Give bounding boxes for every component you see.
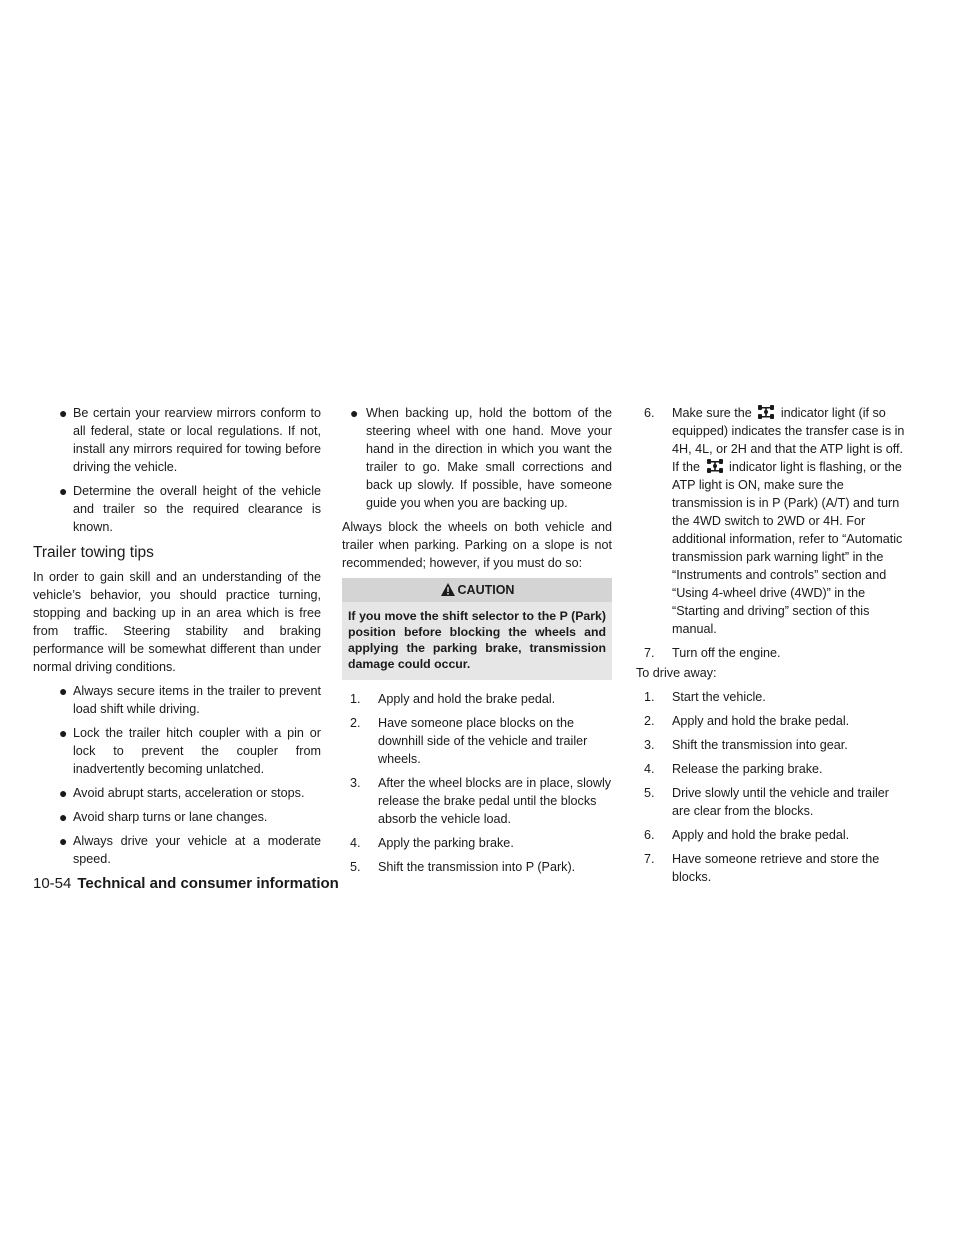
bullet-dot-icon: ●: [59, 483, 68, 499]
page-number: 10-54: [33, 875, 72, 892]
4wd-indicator-icon: [756, 404, 776, 420]
bullet-item: ● Be certain your rearview mirrors conform to all federal, state or local regulations. If not, install any mirrors required for towing before driving the vehicle.: [59, 405, 321, 474]
4wd-indicator-icon: [705, 458, 725, 474]
bullet-item: ● Always secure items in the trailer to prevent load shift while driving.: [59, 683, 321, 716]
section-title: Technical and consumer information: [77, 875, 339, 892]
list-item: 7. Have someone retrieve and store the blocks.: [644, 852, 880, 884]
list-item: 3. Shift the transmission into gear.: [644, 738, 848, 752]
block-wheels-paragraph: Always block the wheels on both vehicle and trailer when parking. Parking on a slope is not recommended; however, if you must do so:: [342, 520, 612, 570]
list-item: 5. Shift the transmission into P (Park).: [350, 860, 576, 874]
bullet-dot-icon: ●: [350, 405, 359, 421]
bullet-item: ● Determine the overall height of the vehicle and trailer so the required clearance is known.: [59, 483, 321, 534]
list-item: 3. After the wheel blocks are in place, slowly release the brake pedal until the blocks absorb the vehicle load.: [350, 776, 612, 826]
bullet-dot-icon: ●: [59, 683, 68, 699]
section-heading: Trailer towing tips: [33, 544, 154, 561]
list-item: 7. Turn off the engine.: [644, 646, 781, 660]
list-item: 6. Apply and hold the brake pedal.: [644, 828, 850, 842]
warning-triangle-icon: [440, 582, 456, 597]
intro-paragraph: In order to gain skill and an understanding of the vehicle’s behavior, you should practice turning, stopping and backing up in an area which is free from traffic. Steering stability and braking performance will be somewhat different than under normal driving conditions.: [33, 570, 321, 674]
page-footer: [33, 875, 339, 892]
column-1: [33, 404, 321, 874]
list-item: 2. Have someone place blocks on the downhill side of the vehicle and trailer wheels.: [350, 716, 588, 766]
list-item: 1. Apply and hold the brake pedal.: [350, 692, 556, 706]
bullet-dot-icon: ●: [59, 725, 68, 741]
bullet-item: ● Always drive your vehicle at a moderate speed.: [59, 833, 321, 866]
bullet-item: ● When backing up, hold the bottom of the steering wheel with one hand. Move your hand in the direction in which you want the trailer to go. Make small corrections and back up slowly. If possible, have someone guide you when you are backing up.: [350, 405, 612, 510]
bullet-item: ● Lock the trailer hitch coupler with a pin or lock to prevent the coupler from inadvertently becoming unlatched.: [59, 725, 321, 776]
drive-away-label: To drive away:: [636, 666, 717, 680]
column-3: [636, 404, 907, 892]
list-item: 4. Apply the parking brake.: [350, 836, 514, 850]
caution-header: CAUTION: [342, 578, 612, 602]
caution-box: [342, 578, 612, 680]
list-item: 5. Drive slowly until the vehicle and trailer are clear from the blocks.: [644, 786, 889, 818]
list-item: 1. Start the vehicle.: [644, 690, 766, 704]
bullet-dot-icon: ●: [59, 785, 68, 801]
list-item: 6. Make sure the indicator light (if so equipped) indicates the transfer case is in 4H, 4L, or 2H and that the ATP light is off. If the indicator light is flashing, or the ATP light is ON, make sure the transmission is in P (Park) (A/T) and turn the 4WD switch to 2WD or 4H. For additional information, refer to “Automatic transmission park warning light” in the “Instruments and controls” section and “Using 4-wheel drive (4WD)” in the “Starting and driving” section of this manual.: [644, 406, 905, 636]
caution-text: If you move the shift selector to the P (Park) position before blocking the wheels and applying the parking brake, transmission damage could occur.: [342, 602, 612, 680]
column-2: [342, 404, 612, 882]
bullet-dot-icon: ●: [59, 833, 68, 849]
list-item: 4. Release the parking brake.: [644, 762, 823, 776]
list-item: 2. Apply and hold the brake pedal.: [644, 714, 850, 728]
bullet-item: ● Avoid abrupt starts, acceleration or stops.: [59, 785, 305, 801]
bullet-item: ● Avoid sharp turns or lane changes.: [59, 809, 268, 825]
bullet-dot-icon: ●: [59, 809, 68, 825]
bullet-dot-icon: ●: [59, 405, 68, 421]
